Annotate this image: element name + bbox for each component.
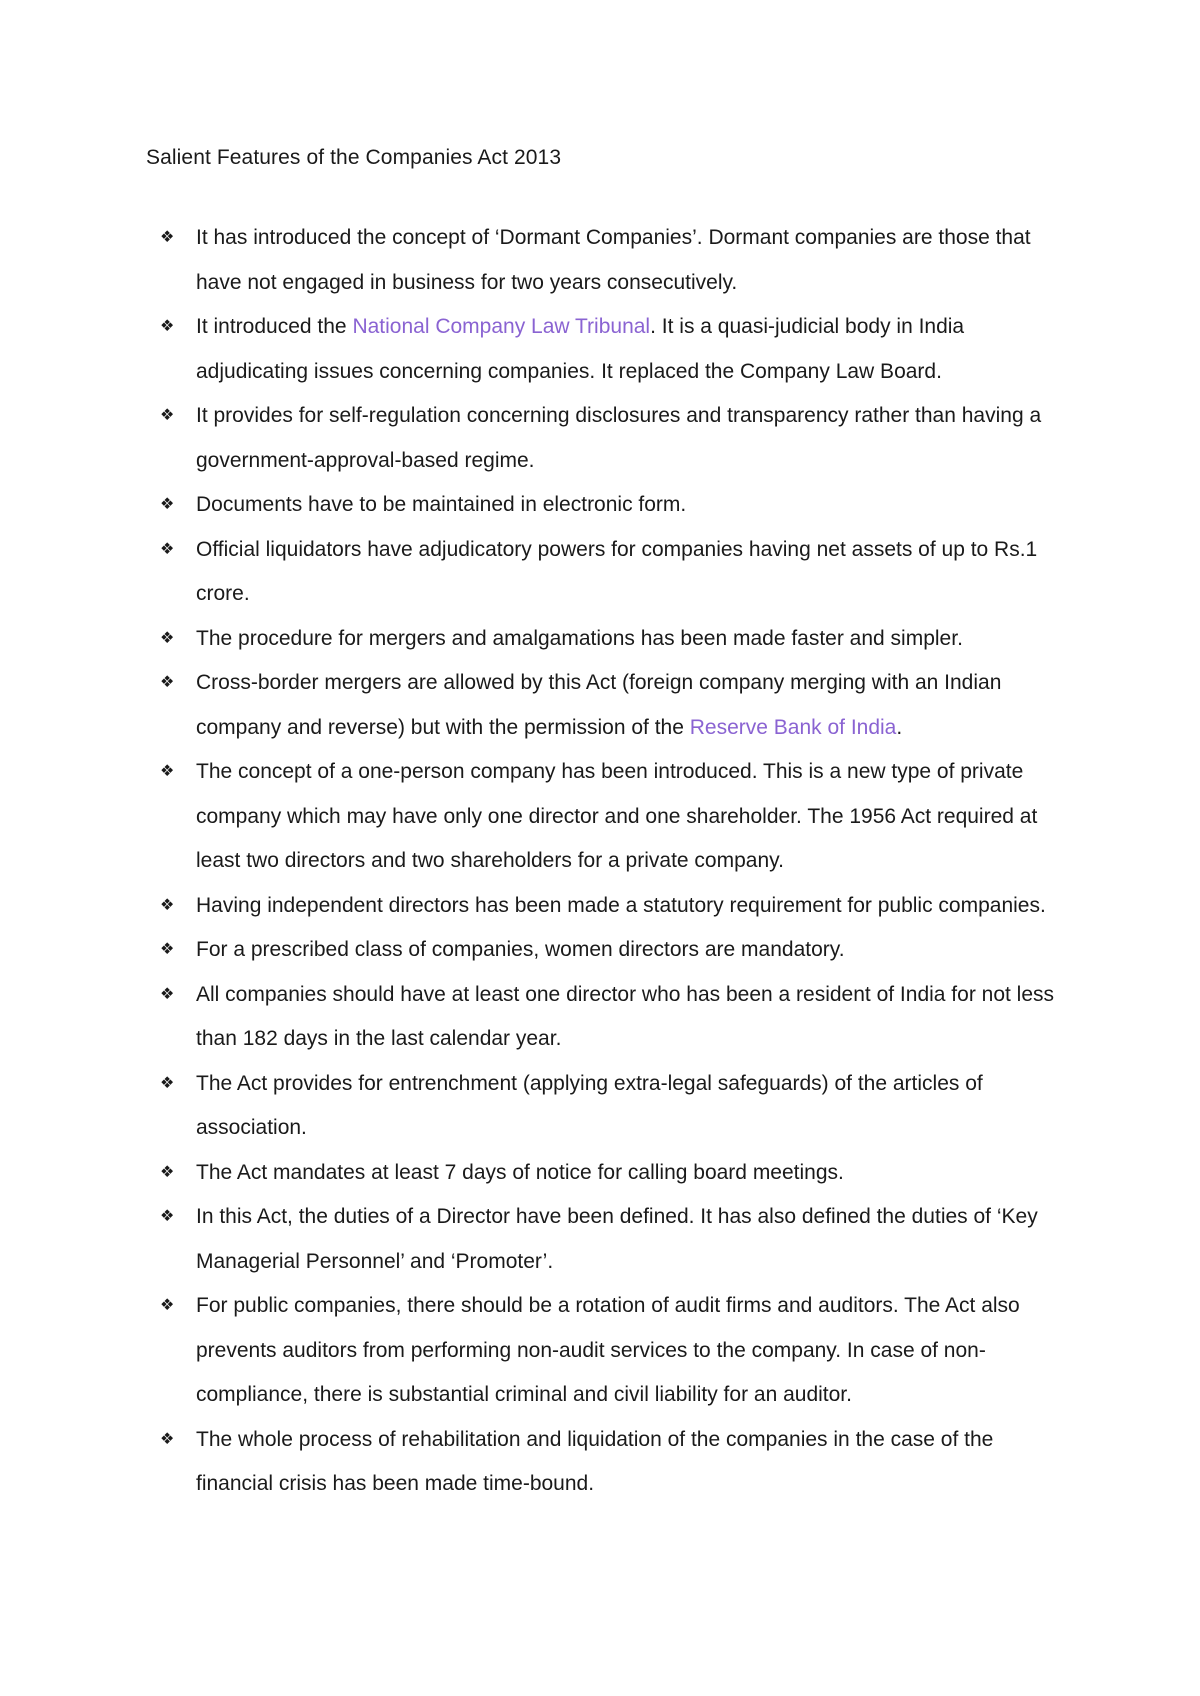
list-item xyxy=(160,394,1060,483)
list-item-text: Documents have to be maintained in electronic form. xyxy=(196,493,687,516)
diamond-bullet-icon: ❖ xyxy=(160,407,175,424)
list-item xyxy=(160,216,1060,305)
list-item-text: The Act provides for entrenchment (applying extra-legal safeguards) of the articles of association. xyxy=(196,1071,983,1139)
list-item-text: It has introduced the concept of ‘Dormant Companies’. Dormant companies are those that have not engaged in business for two years consecutively. xyxy=(196,226,1031,294)
hyperlink[interactable]: Reserve Bank of India xyxy=(689,715,897,739)
diamond-bullet-icon: ❖ xyxy=(160,674,175,691)
diamond-bullet-icon: ❖ xyxy=(160,1074,175,1092)
document-title: Salient Features of the Companies Act 2013 xyxy=(146,146,562,169)
list-item xyxy=(160,1062,1060,1151)
list-item xyxy=(160,928,1060,973)
list-item xyxy=(160,1284,1060,1418)
list-item xyxy=(160,973,1060,1062)
list-item-text: All companies should have at least one director who has been a resident of India for not less than 182 days in the last calendar year. xyxy=(196,982,1055,1050)
list-item xyxy=(160,617,1060,662)
list-item-text: In this Act, the duties of a Director have been defined. It has also defined the duties of ‘Key Managerial Personnel’ and ‘Promoter’. xyxy=(196,1205,1038,1273)
list-item-text: The whole process of rehabilitation and liquidation of the companies in the case of the financial crisis has been made time-bound. xyxy=(196,1427,994,1495)
feature-list xyxy=(160,216,1060,1507)
diamond-bullet-icon: ❖ xyxy=(160,1163,175,1181)
list-item-text: For a prescribed class of companies, women directors are mandatory. xyxy=(196,938,845,961)
list-item-text: The concept of a one-person company has been introduced. This is a new type of private company which may have only one director and one shareholder. The 1956 Act required at least two directors and two shareholders for a private company. xyxy=(196,760,1038,872)
list-item xyxy=(160,1195,1060,1284)
list-item xyxy=(160,1151,1060,1196)
list-item xyxy=(160,528,1060,617)
list-item xyxy=(160,305,1060,394)
list-item-text: The procedure for mergers and amalgamations has been made faster and simpler. xyxy=(196,626,963,650)
diamond-bullet-icon: ❖ xyxy=(160,496,175,513)
list-item-text: It introduced the xyxy=(196,315,353,338)
list-item-text: . It is a quasi-judicial body in India adjudicating issues concerning companies. It replaced the Company Law Board. xyxy=(196,315,965,383)
diamond-bullet-icon: ❖ xyxy=(160,1430,175,1448)
list-item-text: The Act mandates at least 7 days of notice for calling board meetings. xyxy=(196,1160,844,1184)
diamond-bullet-icon: ❖ xyxy=(160,941,175,958)
list-item-text: It provides for self-regulation concerning disclosures and transparency rather than having a government-approval-based regime. xyxy=(196,404,1042,472)
list-item xyxy=(160,1418,1060,1507)
diamond-bullet-icon: ❖ xyxy=(160,540,175,558)
hyperlink[interactable]: National Company Law Tribunal xyxy=(352,315,651,338)
list-item-text: Cross-border mergers are allowed by this Act (foreign company merging with an Indian company and reverse) but with the permission of the xyxy=(196,671,1002,739)
diamond-bullet-icon: ❖ xyxy=(160,318,175,335)
diamond-bullet-icon: ❖ xyxy=(160,896,175,914)
list-item-text: . xyxy=(896,715,903,739)
list-item-text: Having independent directors has been made a statutory requirement for public companies. xyxy=(196,893,1046,917)
diamond-bullet-icon: ❖ xyxy=(160,1208,175,1225)
diamond-bullet-icon: ❖ xyxy=(160,629,175,647)
list-item-text: For public companies, there should be a rotation of audit firms and auditors. The Act also prevents auditors from performing non-audit services to the company. In case of non-compliance, there is substantial criminal and civil liability for an auditor. xyxy=(196,1294,1020,1406)
diamond-bullet-icon: ❖ xyxy=(160,763,175,780)
diamond-bullet-icon: ❖ xyxy=(160,985,175,1003)
diamond-bullet-icon: ❖ xyxy=(160,229,175,246)
diamond-bullet-icon: ❖ xyxy=(160,1297,175,1314)
list-item xyxy=(160,750,1060,884)
list-item xyxy=(160,661,1060,750)
list-item-text: Official liquidators have adjudicatory powers for companies having net assets of up to Rs.1 crore. xyxy=(196,537,1038,605)
list-item xyxy=(160,884,1060,929)
list-item xyxy=(160,483,1060,528)
